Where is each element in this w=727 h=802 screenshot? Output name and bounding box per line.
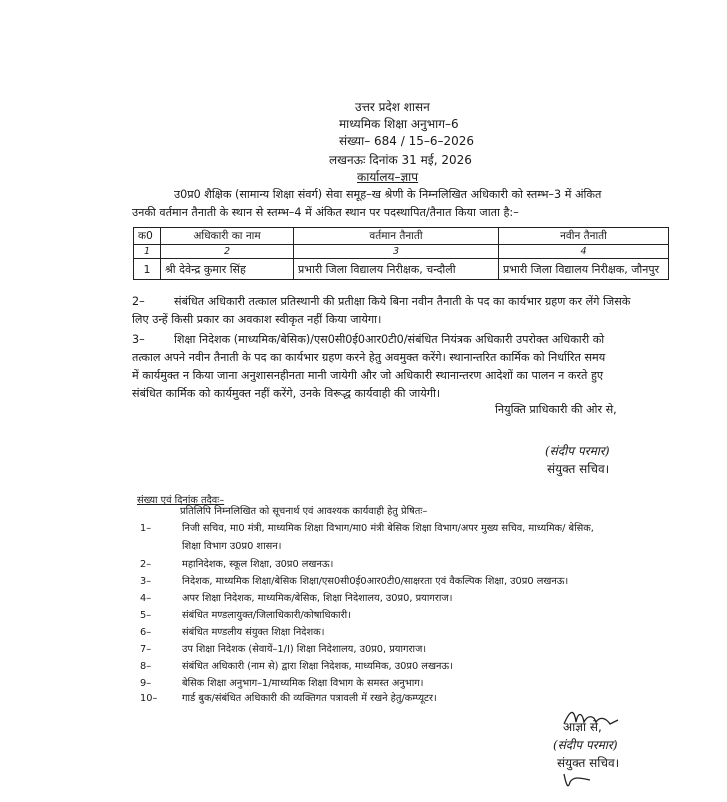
signatory-2-designation: संयुक्त सचिव।: [557, 756, 620, 770]
copy-item-text-continued: शिक्षा विभाग उ0प्र0 शासन।: [182, 541, 282, 552]
para2-number: 2–: [132, 295, 145, 308]
table-cell: 1: [134, 259, 161, 280]
table-header-cell: नवीन तैनाती: [499, 228, 669, 245]
table-number-cell: 4: [499, 245, 669, 259]
table-cell: प्रभारी जिला विद्यालय निरीक्षक, जौनपुर: [499, 259, 669, 280]
memo-title: कार्यालय–ज्ञाप: [357, 170, 419, 184]
para2-line-2: लिए उन्हें किसी प्रकार का अवकाश स्वीकृत नहीं किया जायेगा।: [132, 313, 382, 326]
header-line-4: लखनऊः दिनांक 31 मई, 2026: [329, 153, 472, 167]
copy-item-number: 4–: [140, 593, 152, 604]
table-number-row: [134, 245, 669, 259]
posting-table: [133, 227, 669, 280]
table-number-cell: 2: [161, 245, 294, 259]
copy-item-number: 8–: [140, 661, 152, 672]
copy-item-number: 1–: [140, 523, 152, 534]
para3-line-2: तत्काल अपने नवीन तैनाती के पद का कार्यभार ग्रहण करने हेतु अवमुक्त करेंगे। स्थानान्तरित कार्मिक को निर्धारित समय: [132, 351, 606, 364]
copy-item-text: महानिदेशक, स्कूल शिक्षा, उ0प्र0 लखनऊ।: [182, 559, 334, 570]
table-cell: श्री देवेन्द्र कुमार सिंह: [161, 259, 294, 280]
para2-line-1: संबंधित अधिकारी तत्काल प्रतिस्थानी की प्रतीक्षा किये बिना नवीन तैनाती के पद का कार्यभार ग्रहण कर लेंगे जिसके: [174, 295, 631, 308]
copy-item-text: निदेशक, माध्यमिक शिक्षा/बेसिक शिक्षा/एस0सी0ई0आर0टी0/साक्षरता एवं वैकल्पिक शिक्षा, उ0प्र0 लखनऊ।: [182, 576, 569, 587]
copy-item-text: अपर शिक्षा निदेशक, माध्यमिक/बेसिक, शिक्षा निदेशालय, उ0प्र0, प्रयागराज।: [182, 593, 453, 604]
para3-line-3: में कार्यमुक्त न किया जाना अनुशासनहीनता मानी जायेगी और जो अधिकारी स्थानान्तरण आदेशों का पालन न करते हुए: [132, 369, 604, 382]
copy-item-number: 2–: [140, 559, 152, 570]
copy-item-number: 5–: [140, 610, 152, 621]
table-number-cell: 3: [294, 245, 499, 259]
para3-line-1: शिक्षा निदेशक (माध्यमिक/बेसिक)/एस0सी0ई0आर0टी0/संबंधित नियंत्रक अधिकारी उपरोक्त अधिकारी को: [174, 333, 605, 346]
table-header-cell: अधिकारी का नाम: [161, 228, 294, 245]
handwritten-signature: [560, 702, 630, 732]
copy-intro: प्रतिलिपि निम्नलिखित को सूचनार्थ एवं आवश्यक कार्यवाही हेतु प्रेषितः–: [180, 506, 428, 517]
header-line-1: उत्तर प्रदेश शासन: [355, 100, 430, 114]
copy-heading: संख्या एवं दिनांक तदैवः–: [137, 495, 225, 506]
copy-item-text: संबंधित अधिकारी (नाम से) द्वारा शिक्षा निदेशक, माध्यमिक, उ0प्र0 लखनऊ।: [182, 661, 453, 672]
authority-line: नियुक्ति प्राधिकारी की ओर से,: [495, 403, 617, 416]
initial-mark: [560, 770, 600, 794]
para3-number: 3–: [132, 333, 145, 346]
table-header-cell: वर्तमान तैनाती: [294, 228, 499, 245]
intro-line-1: उ0प्र0 शैक्षिक (सामान्य शिक्षा संवर्ग) सेवा समूह–ख श्रेणी के निम्नलिखित अधिकारी को स्तम्भ–3 में अंकित: [174, 188, 602, 201]
copy-item-text: संबंधित मण्डलीय संयुक्त शिक्षा निदेशक।: [182, 627, 325, 638]
table-number-cell: 1: [134, 245, 161, 259]
header-line-2: माध्यमिक शिक्षा अनुभाग–6: [339, 117, 459, 131]
copy-item-text: संबंधित मण्डलायुक्त/जिलाधिकारी/कोषाधिकारी।: [182, 610, 351, 621]
signatory-name: (संदीप परमार): [545, 444, 610, 458]
copy-item-text: निजी सचिव, मा0 मंत्री, माध्यमिक शिक्षा विभाग/मा0 मंत्री बेसिक शिक्षा विभाग/अपर मुख्य सचिव, माध्यमिक/ बेसिक,: [182, 523, 594, 534]
copy-item-number: 10–: [140, 693, 158, 704]
copy-item-text: बेसिक शिक्षा अनुभाग–1/माध्यमिक शिक्षा विभाग के समस्त अनुभाग।: [182, 678, 424, 689]
copy-item-number: 7–: [140, 644, 152, 655]
copy-item-number: 9–: [140, 678, 152, 689]
copy-item-number: 6–: [140, 627, 152, 638]
signatory-2-name: (संदीप परमार): [553, 738, 618, 752]
copy-item-text: उप शिक्षा निदेशक (सेवायें–1/I) शिक्षा निदेशालय, उ0प्र0, प्रयागराज।: [182, 644, 427, 655]
signatory-designation: संयुक्त सचिव।: [547, 462, 610, 476]
order-line: आज्ञा से,: [563, 720, 602, 734]
table-header-cell: क0: [134, 228, 161, 245]
copy-item-text: गार्ड बुक/संबंधित अधिकारी की व्यक्तिगत पत्रावली में रखने हेतु/कम्प्यूटर।: [182, 693, 437, 704]
para3-line-4: संबंधित कार्मिक को कार्यमुक्त नहीं करेंगे, उनके विरूद्ध कार्यवाही की जायेगी।: [132, 387, 441, 400]
intro-line-2: उनकी वर्तमान तैनाती के स्थान से स्तम्भ–4 में अंकित स्थान पर पदस्थापित/तैनात किया जाता है:–: [132, 206, 519, 219]
copy-item-number: 3–: [140, 576, 152, 587]
header-line-3: संख्या– 684 / 15–6–2026: [339, 134, 475, 148]
table-header-row: [134, 228, 669, 245]
table-row: [134, 259, 669, 280]
table-cell: प्रभारी जिला विद्यालय निरीक्षक, चन्दौली: [294, 259, 499, 280]
